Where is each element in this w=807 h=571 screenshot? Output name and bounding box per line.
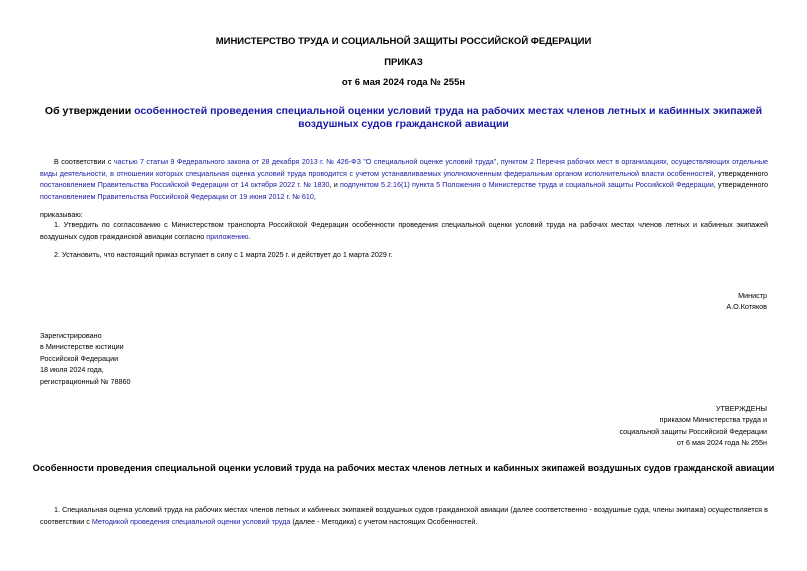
order-item-1: [40, 219, 768, 242]
preamble-text-2: ,: [496, 157, 501, 166]
approval-line-3: социальной защиты Российской Федерации: [619, 426, 767, 436]
preamble-paragraph: [40, 156, 768, 202]
signature-name: А.О.Котяков: [726, 302, 767, 312]
workplaces-list-link[interactable]: пунктом 2 Перечня рабочих мест в организациях, осуществляющих отдельные виды деятельности, в отношении которых специальная оценка условий труда проводится с учетом устанавливаемых уполномоченным федеральным органом исполнительной власти особенностей: [40, 157, 769, 178]
registration-line-2: в Министерстве юстиции: [40, 342, 124, 352]
approval-block: [619, 403, 767, 448]
order-title-link[interactable]: особенностей проведения специальной оценки условий труда на рабочих местах членов летных и кабинных экипажей воздушных судов гражданской авиации: [134, 105, 763, 130]
order-title-prefix: Об утверждении: [44, 105, 135, 117]
order-item-1-text: 1. Утвердить по согласованию с Министерством транспорта Российской Федерации особенности проведения специальной оценки условий труда на рабочих местах членов летных и кабинных экипажей воздушных судов гражданской авиации согласно: [40, 220, 768, 241]
resolution-610-link[interactable]: постановлением Правительства Российской Федерации от 19 июня 2012 г. № 610: [40, 191, 314, 201]
approval-line-1: УТВЕРЖДЕНЫ: [715, 404, 767, 413]
registration-block: [40, 330, 130, 387]
registration-line-1: Зарегистрировано: [40, 331, 102, 340]
signature-block: [726, 290, 767, 313]
appendix-title: Особенности проведения специальной оценки условий труда на рабочих местах членов летных и кабинных экипажей воздушных судов гражданской авиации: [32, 463, 775, 473]
preamble-text-1: В соответствии с: [54, 157, 114, 166]
ministry-regulation-link[interactable]: подпунктом 5.2.16(1) пункта 5 Положения о Министерстве труда и социальной защиты Российской Федерации: [339, 180, 714, 190]
doc-date-number: от 6 мая 2024 года № 255н: [341, 77, 466, 88]
registration-line-5: регистрационный № 78860: [40, 376, 131, 386]
doc-type-heading: ПРИКАЗ: [384, 57, 423, 68]
appendix-link[interactable]: приложению: [206, 231, 249, 241]
order-item-1-end: .: [248, 231, 251, 241]
preamble-text-4: , и: [329, 180, 340, 190]
appendix-item-1-text: 1. Специальная оценка условий труда на рабочих местах членов летных и кабинных экипажей воздушных судов гражданской авиации (далее соответственно - воздушные суда, члены экипажа) осуществляется в соответствии с: [40, 505, 768, 526]
law-426fz-link[interactable]: частью 7 статьи 9 Федерального закона от 28 декабря 2013 г. № 426-ФЗ "О специальной оценке условий труда": [113, 157, 497, 166]
preamble-text-6: ,: [313, 191, 316, 201]
order-title: [40, 105, 767, 131]
resolution-1830-link[interactable]: постановлением Правительства Российской Федерации от 14 октября 2022 г. № 1830: [40, 180, 330, 190]
order-item-2: 2. Установить, что настоящий приказ вступает в силу с 1 марта 2025 г. и действует до 1 марта 2029 г.: [54, 250, 393, 259]
approval-line-2: приказом Министерства труда и: [659, 415, 767, 425]
approval-line-4: от 6 мая 2024 года № 255н: [676, 437, 767, 447]
signature-position: Министр: [738, 291, 767, 300]
registration-line-3: Российской Федерации: [40, 353, 119, 363]
appendix-item-1-end: (далее - Методика) с учетом настоящих Особенностей.: [290, 516, 478, 526]
orders-label: приказываю:: [40, 210, 83, 219]
appendix-item-1: [40, 504, 768, 527]
preamble-text-3: , утвержденного: [713, 168, 768, 178]
ministry-heading: МИНИСТЕРСТВО ТРУДА И СОЦИАЛЬНОЙ ЗАЩИТЫ РОССИЙСКОЙ ФЕДЕРАЦИИ: [215, 36, 592, 47]
registration-line-4: 18 июля 2024 года,: [40, 365, 104, 375]
methodology-link[interactable]: Методикой проведения специальной оценки условий труда: [91, 516, 291, 526]
preamble-text-5: , утвержденного: [713, 180, 768, 190]
